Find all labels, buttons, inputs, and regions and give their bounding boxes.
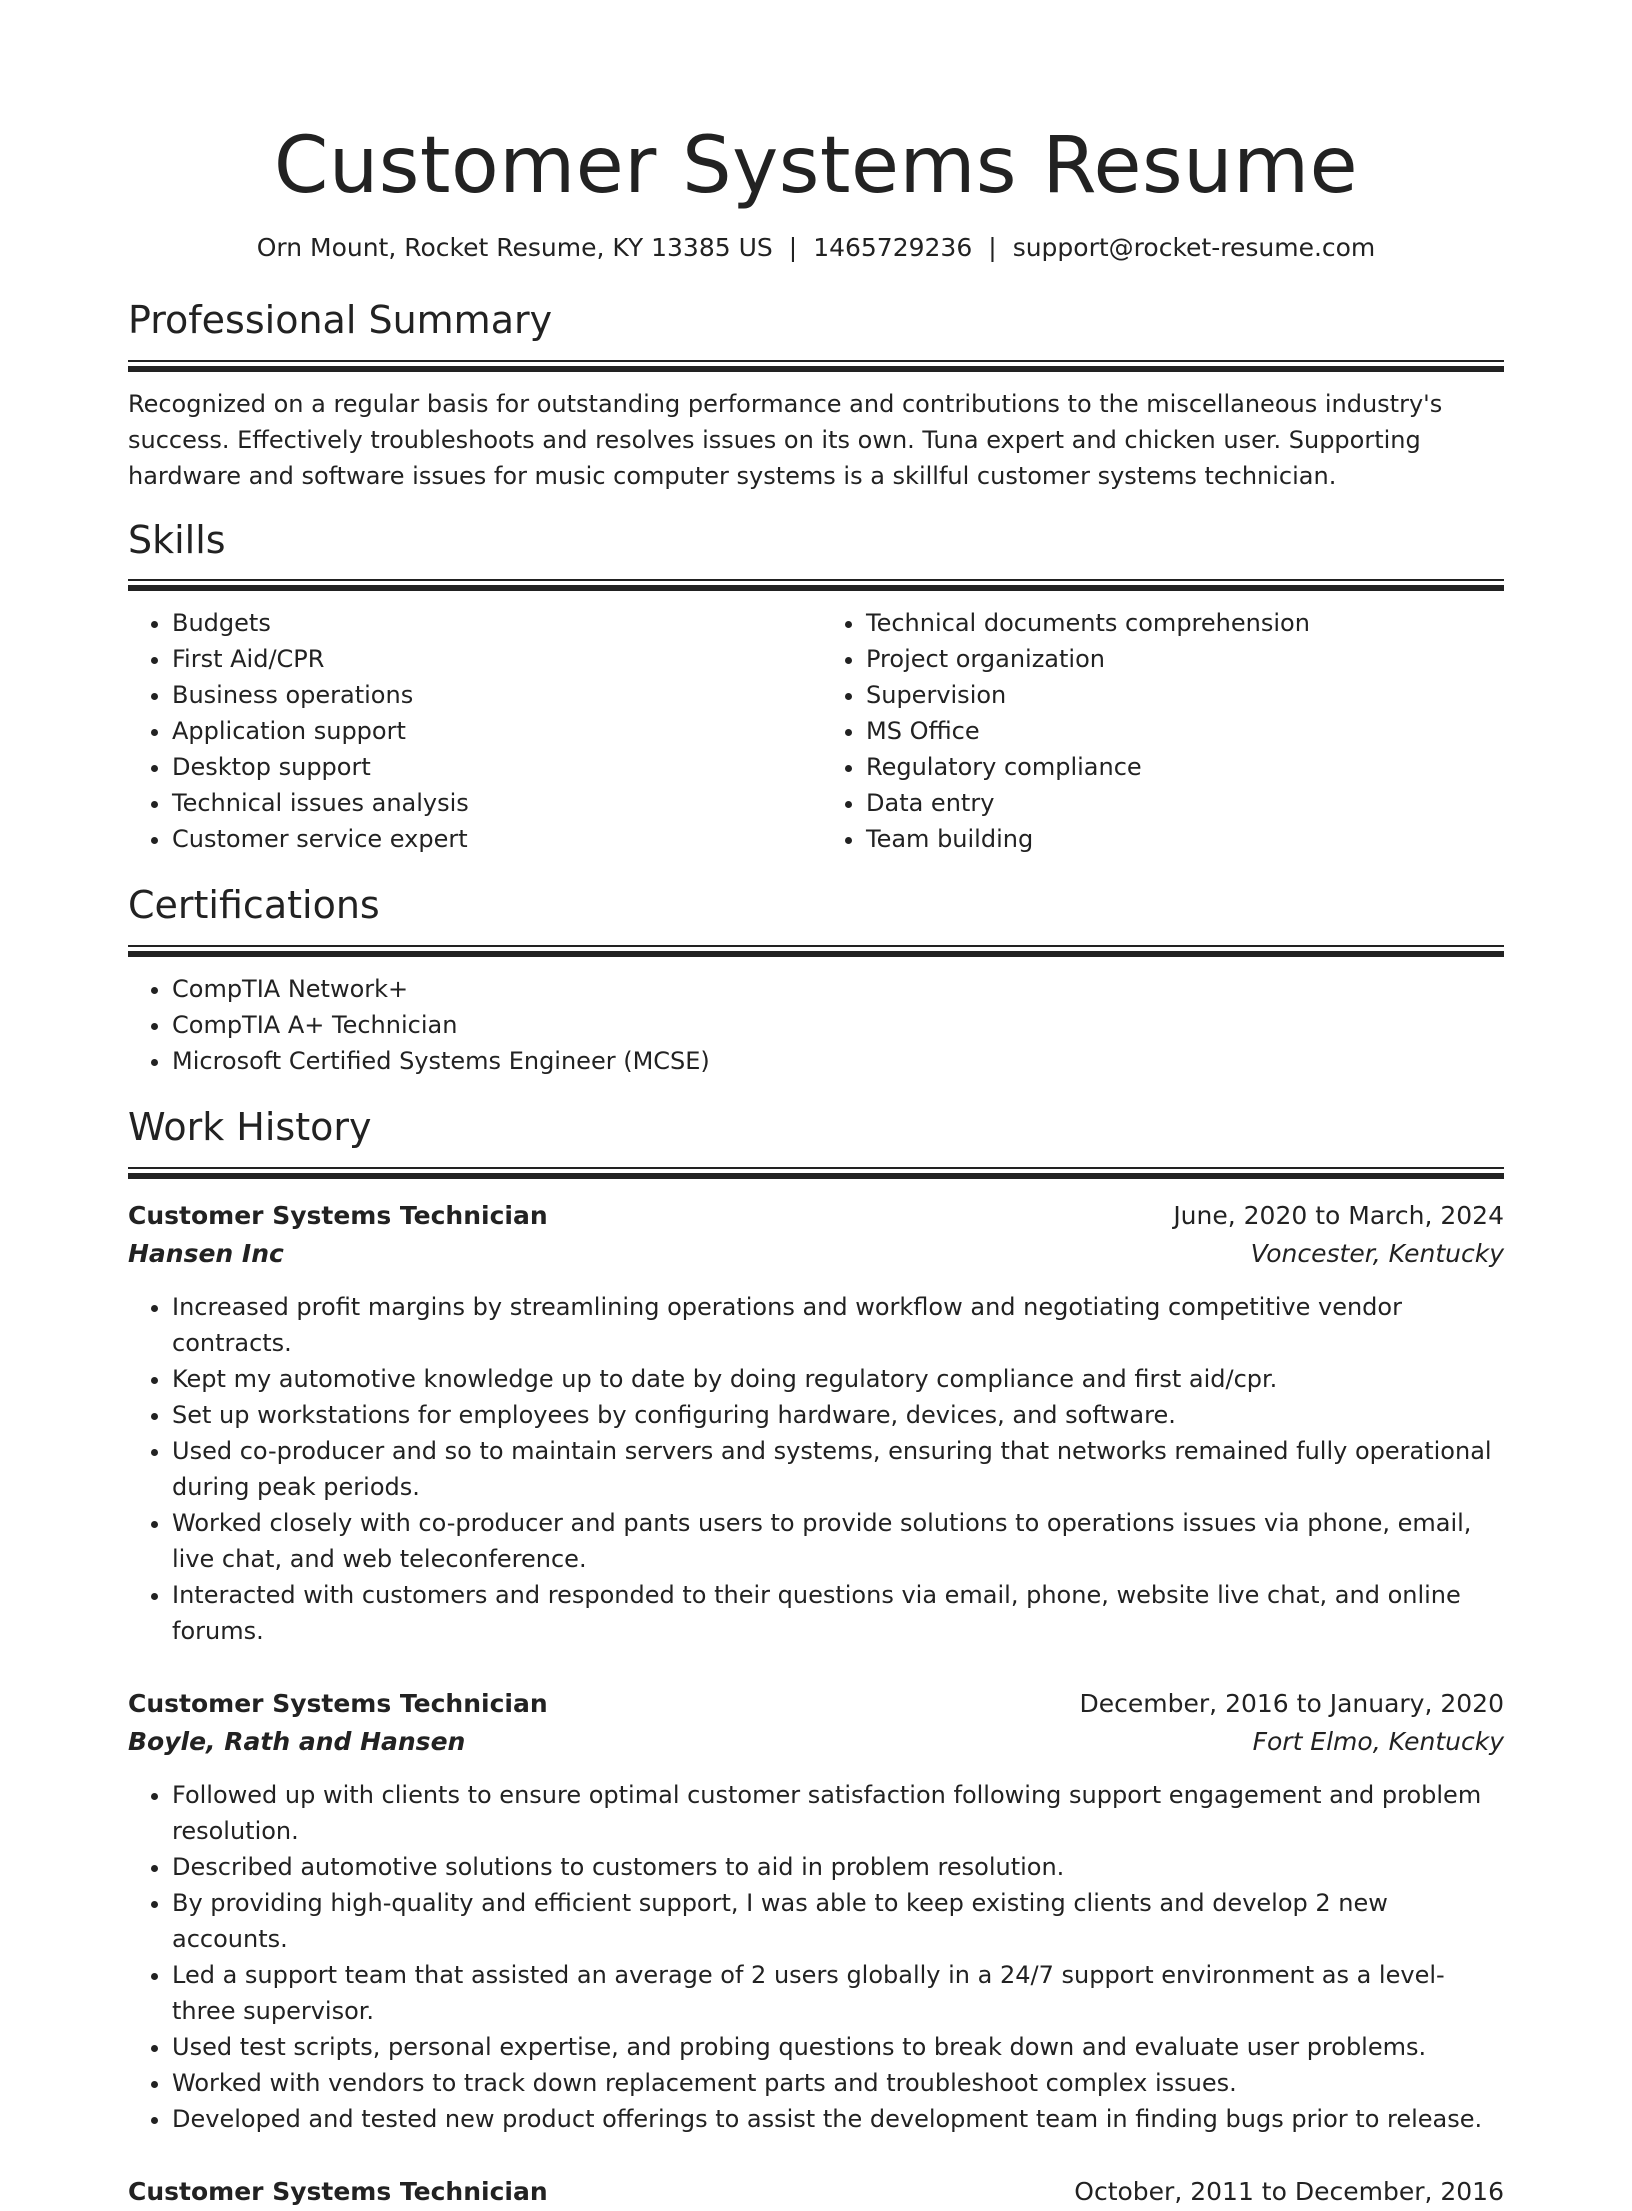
section-divider bbox=[128, 579, 1504, 581]
contact-phone: 1465729236 bbox=[813, 232, 973, 262]
job-location: Fort Elmo, Kentucky bbox=[1252, 1726, 1504, 1756]
job-header-row bbox=[128, 1197, 1504, 1235]
skills-section bbox=[128, 518, 1504, 858]
job-duty-item: • Worked with vendors to track down replacement parts and troubleshoot complex issues. bbox=[172, 2065, 1504, 2101]
job-duty-item: • By providing high-quality and efficient support, I was able to keep existing clients and develop 2 new accounts. bbox=[172, 1885, 1504, 1957]
job-dates: June, 2020 to March, 2024 bbox=[1173, 1200, 1504, 1230]
contact-email: support@rocket-resume.com bbox=[1012, 232, 1376, 262]
skill-item: • Desktop support bbox=[172, 749, 816, 785]
job-company: Boyle, Rath and Hansen bbox=[128, 1726, 466, 1756]
job-duty-item: • Kept my automotive knowledge up to date by doing regulatory compliance and first aid/cpr. bbox=[172, 1361, 1504, 1397]
skill-item: • Supervision bbox=[866, 677, 1504, 713]
job-header-row bbox=[128, 1685, 1504, 1723]
section-divider bbox=[128, 366, 1504, 372]
job-title: Customer Systems Technician bbox=[128, 2176, 548, 2206]
job-duty-item: • Worked closely with co-producer and pants users to provide solutions to operations issues via phone, email, live chat, and web teleconference. bbox=[172, 1505, 1504, 1577]
job-entry bbox=[128, 1197, 1504, 1649]
section-heading-work-history: Work History bbox=[128, 1105, 372, 1150]
job-company: Hansen Inc bbox=[128, 1238, 284, 1268]
skill-item: • Technical documents comprehension bbox=[866, 605, 1504, 641]
job-title: Customer Systems Technician bbox=[128, 1200, 548, 1230]
certification-item: • Microsoft Certified Systems Engineer (MCSE) bbox=[172, 1043, 1504, 1079]
job-duty-item: • Used co-producer and so to maintain servers and systems, ensuring that networks remained fully operational during peak periods. bbox=[172, 1433, 1504, 1505]
job-duty-item: • Described automotive solutions to customers to aid in problem resolution. bbox=[172, 1849, 1504, 1885]
summary-text: Recognized on a regular basis for outstanding performance and contributions to the miscellaneous industry's success. Effectively troubleshoots and resolves issues on its own. Tuna expert and chicken user. Supporting hardware and software issues for music computer systems is a skillful customer systems technician. bbox=[128, 389, 1443, 490]
skills-list-right bbox=[816, 605, 1504, 857]
skill-item: • Budgets bbox=[172, 605, 816, 641]
skill-item: • Customer service expert bbox=[172, 821, 816, 857]
section-heading-skills: Skills bbox=[128, 517, 226, 562]
skill-item: • Regulatory compliance bbox=[866, 749, 1504, 785]
job-dates: December, 2016 to January, 2020 bbox=[1079, 1688, 1504, 1718]
skill-item: • Application support bbox=[172, 713, 816, 749]
section-divider bbox=[128, 360, 1504, 362]
section-divider bbox=[128, 951, 1504, 957]
certification-item: • CompTIA Network+ bbox=[172, 971, 1504, 1007]
job-duty-item: • Set up workstations for employees by configuring hardware, devices, and software. bbox=[172, 1397, 1504, 1433]
skill-item: • Team building bbox=[866, 821, 1504, 857]
job-dates: October, 2011 to December, 2016 bbox=[1074, 2176, 1504, 2206]
certifications-list bbox=[128, 971, 1504, 1079]
contact-separator: | bbox=[988, 232, 997, 262]
skill-item: • First Aid/CPR bbox=[172, 641, 816, 677]
job-company-row bbox=[128, 1723, 1504, 1761]
job-title: Customer Systems Technician bbox=[128, 1688, 548, 1718]
job-entry bbox=[128, 1685, 1504, 2137]
job-duties-list bbox=[128, 1289, 1504, 1649]
skill-item: • Technical issues analysis bbox=[172, 785, 816, 821]
skills-columns bbox=[128, 605, 1504, 857]
work-history-section bbox=[128, 1105, 1504, 2211]
section-divider bbox=[128, 1173, 1504, 1179]
section-divider bbox=[128, 585, 1504, 591]
section-divider bbox=[128, 945, 1504, 947]
resume-page bbox=[128, 0, 1504, 2211]
job-duty-item: • Interacted with customers and responded to their questions via email, phone, website live chat, and online forums. bbox=[172, 1577, 1504, 1649]
skill-item: • MS Office bbox=[866, 713, 1504, 749]
job-duty-item: • Led a support team that assisted an average of 2 users globally in a 24/7 support environment as a level-three supervisor. bbox=[172, 1957, 1504, 2029]
contact-separator: | bbox=[788, 232, 798, 262]
skill-item: • Project organization bbox=[866, 641, 1504, 677]
contact-line bbox=[128, 232, 1504, 265]
section-divider bbox=[128, 1167, 1504, 1169]
certification-item: • CompTIA A+ Technician bbox=[172, 1007, 1504, 1043]
job-company-row bbox=[128, 1235, 1504, 1273]
job-duty-item: • Increased profit margins by streamlining operations and workflow and negotiating competitive vendor contracts. bbox=[172, 1289, 1504, 1361]
job-location: Voncester, Kentucky bbox=[1250, 1238, 1504, 1268]
job-duties-list bbox=[128, 1777, 1504, 2137]
summary-section bbox=[128, 298, 1504, 494]
job-duty-item: • Followed up with clients to ensure optimal customer satisfaction following support engagement and problem resolution. bbox=[172, 1777, 1504, 1849]
section-heading-summary: Professional Summary bbox=[128, 298, 553, 343]
section-heading-certifications: Certifications bbox=[128, 883, 380, 928]
skill-item: • Data entry bbox=[866, 785, 1504, 821]
certifications-section bbox=[128, 883, 1504, 1079]
job-duty-item: • Developed and tested new product offerings to assist the development team in finding bugs prior to release. bbox=[172, 2101, 1504, 2137]
skill-item: • Business operations bbox=[172, 677, 816, 713]
job-duty-item: • Used test scripts, personal expertise, and probing questions to break down and evaluate user problems. bbox=[172, 2029, 1504, 2065]
contact-address: Orn Mount, Rocket Resume, KY 13385 US bbox=[256, 232, 773, 262]
resume-title: Customer Systems Resume bbox=[273, 121, 1359, 211]
job-entry bbox=[128, 2173, 1504, 2211]
job-header-row bbox=[128, 2173, 1504, 2211]
skills-list-left bbox=[128, 605, 816, 857]
